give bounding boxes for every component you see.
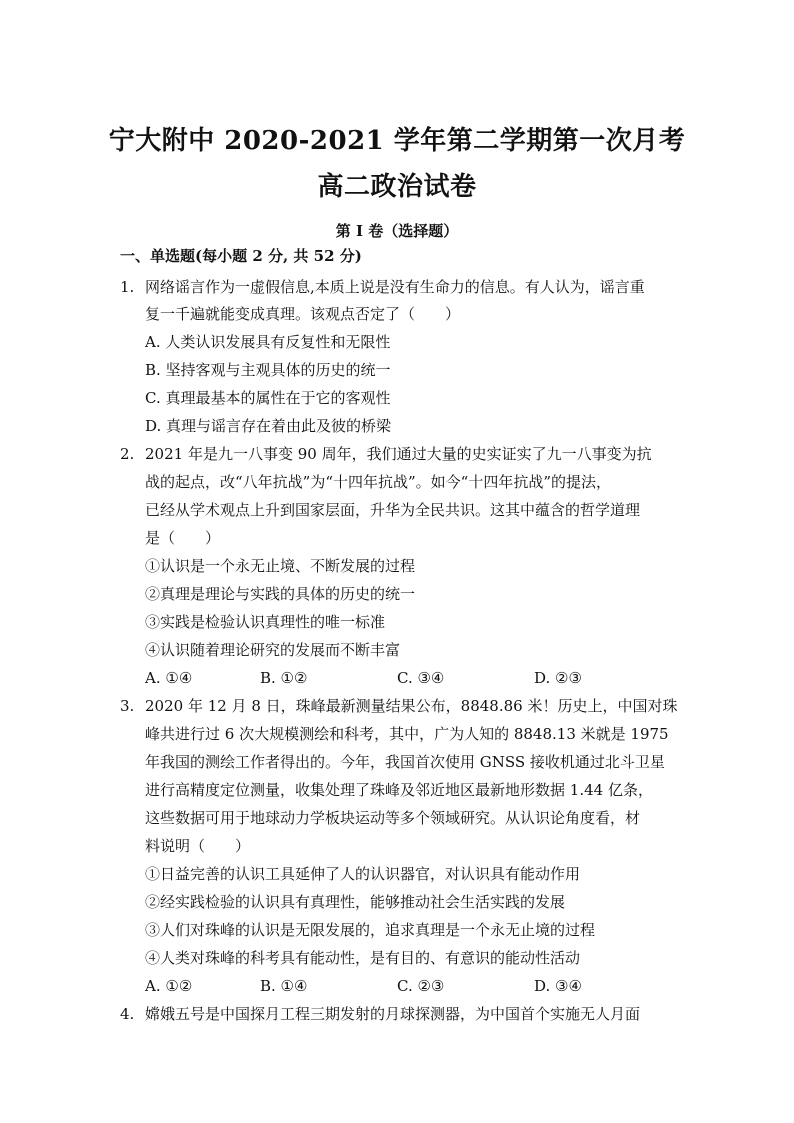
answer-option-d: D. 真理与谣言存在着由此及彼的桥梁 — [145, 417, 392, 435]
statement-item: ③人们对珠峰的认识是无限发展的，追求真理是一个永无止境的过程 — [145, 921, 596, 939]
question-stem-line: 已经从学术观点上升到国家层面，升华为全民共识。这其中蕴含的哲学道理 — [145, 501, 641, 519]
statement-item: ①认识是一个永无止境、不断发展的过程 — [145, 557, 416, 575]
answer-option-a: A. ①④ — [145, 669, 193, 687]
question-number: 4. — [120, 1005, 135, 1023]
statement-item: ①日益完善的认识工具延伸了人的认识器官，对认识具有能动作用 — [145, 865, 581, 883]
answer-option-d: D. ②③ — [534, 669, 582, 687]
question-stem-line: 战的起点，改“八年抗战”为“十四年抗战”。如今“十四年抗战”的提法， — [145, 473, 612, 491]
question-stem-line: 是（ ） — [145, 529, 221, 547]
answer-option-b: B. 坚持客观与主观具体的历史的统一 — [145, 361, 391, 379]
question-stem-line: 年我国的测绘工作者得出的。今年，我国首次使用 GNSS 接收机通过北斗卫星 — [145, 753, 665, 771]
answer-option-b: B. ①④ — [260, 977, 308, 995]
answer-option-a: A. ①② — [145, 977, 193, 995]
question-number: 3. — [120, 697, 135, 715]
question-number: 2. — [120, 445, 135, 463]
question-stem-line: 2021 年是九一八事变 90 周年，我们通过大量的史实证实了九一八事变为抗 — [145, 445, 652, 463]
statement-item: ③实践是检验认识真理性的唯一标准 — [145, 613, 386, 631]
section-heading: 第 I 卷（选择题） — [335, 222, 459, 240]
exam-subtitle: 高二政治试卷 — [317, 172, 477, 202]
answer-option-a: A. 人类认识发展具有反复性和无限性 — [145, 333, 391, 351]
statement-item: ②真理是理论与实践的具体的历史的统一 — [145, 585, 416, 603]
question-stem-line: 2020 年 12 月 8 日，珠峰最新测量结果公布，8848.86 米！历史上，中国对珠 — [145, 697, 678, 715]
answer-option-c: C. ②③ — [397, 977, 445, 995]
question-stem-line: 这些数据可用于地球动力学板块运动等多个领域研究。从认识论角度看，材 — [145, 809, 641, 827]
question-type-heading: 一、单选题(每小题 2 分, 共 52 分) — [120, 247, 362, 265]
answer-option-c: C. 真理最基本的属性在于它的客观性 — [145, 389, 391, 407]
statement-item: ④人类对珠峰的科考具有能动性，是有目的、有意识的能动性活动 — [145, 949, 581, 967]
exam-title: 宁大附中 2020-2021 学年第二学期第一次月考 — [108, 126, 686, 156]
question-stem-line: 复一千遍就能变成真理。该观点否定了（ ） — [145, 305, 461, 323]
statement-item: ④认识随着理论研究的发展而不断丰富 — [145, 641, 401, 659]
question-stem-line: 进行高精度定位测量，收集处理了珠峰及邻近地区最新地形数据 1.44 亿条， — [145, 781, 653, 799]
question-stem-line: 料说明（ ） — [145, 837, 251, 855]
question-stem-line: 嫦娥五号是中国探月工程三期发射的月球探测器，为中国首个实施无人月面 — [145, 1005, 641, 1023]
question-stem-line: 网络谣言作为一虚假信息,本质上说是没有生命力的信息。有人认为，谣言重 — [145, 278, 645, 296]
answer-option-b: B. ①② — [260, 669, 308, 687]
statement-item: ②经实践检验的认识具有真理性，能够推动社会生活实践的发展 — [145, 893, 566, 911]
question-stem-line: 峰共进行过 6 次大规模测绘和科考，其中，广为人知的 8848.13 米就是 1975 — [145, 725, 669, 743]
answer-option-d: D. ③④ — [534, 977, 582, 995]
question-number: 1. — [120, 278, 135, 296]
answer-option-c: C. ③④ — [397, 669, 445, 687]
